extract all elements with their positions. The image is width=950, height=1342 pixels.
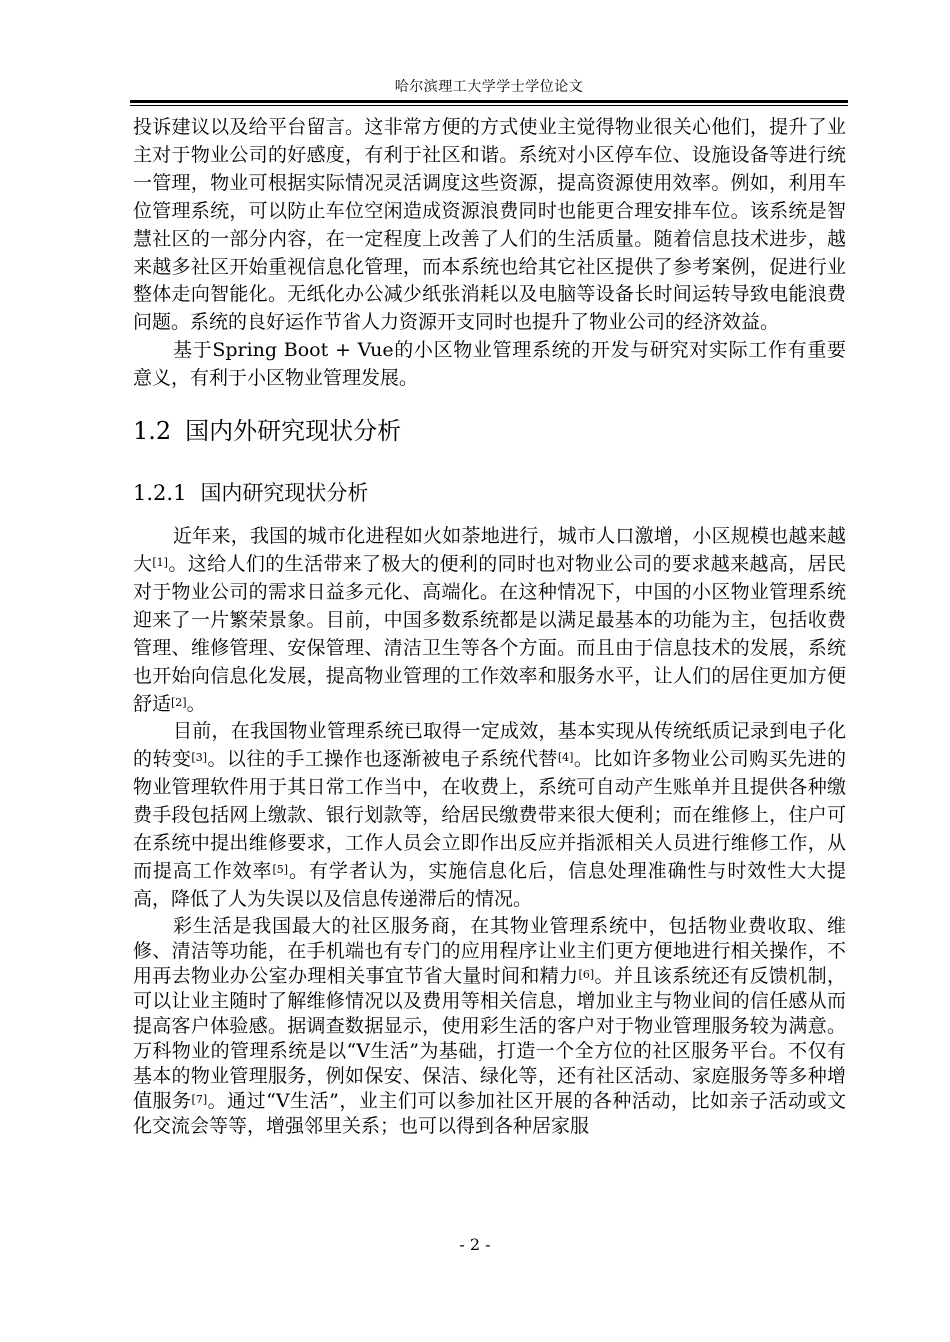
body-text	[133, 114, 846, 1139]
citation-4: [4]	[557, 751, 574, 765]
section-number: 1.2	[133, 417, 172, 446]
section-heading	[133, 413, 846, 463]
citation-6: [6]	[578, 967, 595, 981]
paragraph-digitization	[133, 718, 846, 913]
paragraph-urbanization	[133, 523, 846, 718]
citation-3: [3]	[191, 751, 207, 765]
citation-5: [5]	[272, 862, 289, 876]
text-run: 目前，在我国物业管理系统已取得一定成效，基本实现从传统纸质记录到电子化的转变	[133, 720, 846, 771]
text-run: 。以往的手工操作也逐渐被电子系统代替	[207, 748, 558, 771]
subsection-number: 1.2.1	[133, 481, 187, 506]
text-run: 。并且该系统还有反馈机制，可以让业主随时了解维修情况以及费用等相关信息，增加业主与物业间的信任感从而提高客户体验感。据调查数据显示，使用彩生活的客户对于物业管理服务较为满意。万科物业的管理系统是以“V生活”为基础，打造一个全方位的社区服务平台。不仅有基本的物业管理服务，例如保安、保洁、绿化等，还有社区活动、家庭服务等多种增值服务	[133, 964, 846, 1112]
running-header: 哈尔滨理工大学学士学位论文	[394, 79, 584, 95]
paragraph-case-studies	[133, 914, 846, 1139]
subsection-title: 国内研究现状分析	[200, 481, 369, 506]
text-run: 彩生活是我国最大的社区服务商，在其物业管理系统中，包括物业费收取、维修、清洁等功能，在手机端也有专门的应用程序让业主们更方便地进行相关操作，不用再去物业办公室办理相关事宜节省大量时间和精力	[133, 914, 846, 987]
text-run: 。有学者认为，实施信息化后，信息处理准确性与时效性大大提高，降低了人为失误以及信息传递滞后的情况。	[133, 859, 846, 910]
section-title: 国内外研究现状分析	[185, 417, 402, 446]
header-rule-thin	[130, 105, 848, 106]
page-number: - 2 -	[459, 1235, 491, 1254]
text-run: 。比如许多物业公司购买先进的物业管理软件用于其日常工作当中，在收费上，系统可自动产生账单并且提供各种缴费手段包括网上缴款、银行划款等，给居民缴费带来很大便利；而在维修上，住户可在系统中提出维修要求，工作人员会立即作出反应并指派相关人员进行维修工作，从而提高工作效率	[133, 748, 846, 882]
header-rule-thick	[130, 100, 848, 103]
text-run: 。	[186, 692, 206, 715]
citation-7: [7]	[191, 1092, 208, 1106]
paragraph-significance: 基于Spring Boot + Vue的小区物业管理系统的开发与研究对实际工作有重要意义，有利于小区物业管理发展。	[133, 339, 846, 390]
text-run: 近年来，我国的城市化进程如火如荼地进行，城市人口激增，小区规模也越来越大	[133, 525, 846, 575]
paragraph-continued: 投诉建议以及给平台留言。这非常方便的方式使业主觉得物业很关心他们，提升了业主对于物业公司的好感度，有利于社区和谐。系统对小区停车位、设施设备等进行统一管理，物业可根据实际情况灵活调度这些资源，提高资源使用效率。例如，利用车位管理系统，可以防止车位空闲造成资源浪费同时也能更合理安排车位。该系统是智慧社区的一部分内容，在一定程度上改善了人们的生活质量。随着信息技术进步，越来越多社区开始重视信息化管理，而本系统也给其它社区提供了参考案例，促进行业整体走向智能化。无纸化办公减少纸张消耗以及电脑等设备长时间运转导致电能浪费问题。系统的良好运作节省人力资源开支同时也提升了物业公司的经济效益。	[133, 116, 846, 334]
text-run: 。这给人们的生活带来了极大的便利的同时也对物业公司的要求越来越高，居民对于物业公司的需求日益多元化、高端化。在这种情况下，中国的小区物业管理系统迎来了一片繁荣景象。目前，中国多数系统都是以满足最基本的功能为主，包括收费管理、维修管理、安保管理、清洁卫生等各个方面。而且由于信息技术的发展，系统也开始向信息化发展，提高物业管理的工作效率和服务水平，让人们的居住更加方便舒适	[133, 552, 846, 715]
subsection-heading	[133, 477, 846, 523]
citation-1: [1]	[152, 555, 168, 569]
text-run: 。通过“V生活”，业主们可以参加社区开展的各种活动，比如亲子活动或文化交流会等等，增强邻里关系；也可以得到各种居家服	[133, 1089, 846, 1137]
citation-2: [2]	[171, 695, 187, 709]
